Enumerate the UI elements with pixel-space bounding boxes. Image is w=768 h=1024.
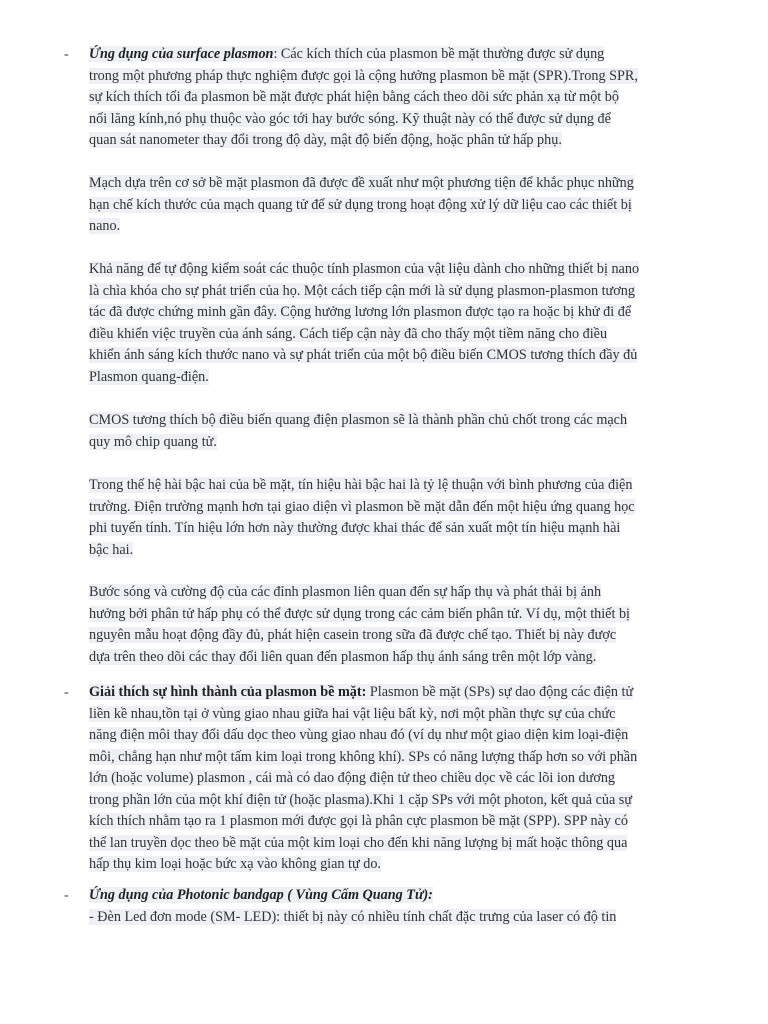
text-line: hấp thụ kim loại hoặc bức xạ vào không gian tự do. xyxy=(89,856,381,872)
text-line: Bước sóng và cường độ của các đỉnh plasmon liên quan đến sự hấp thụ và phát thải bị ảnh xyxy=(89,584,602,600)
paragraph-plasmon-circuits xyxy=(89,173,729,238)
text-line: trong phần lớn của một khí điện tử (hoặc plasma).Khi 1 cặp SPs với một photon, kết quả của sự xyxy=(89,791,633,808)
paragraph-plasmon-control xyxy=(89,259,729,388)
text-line: tác đã được chứng minh gần đây. Cộng hưởng lương lớn plasmon được tạo ra hoặc bị khử đi để xyxy=(89,304,632,320)
text-line: khiển ánh sáng kích thước nano và sự phát triển của một bộ điều biến CMOS tương thích đầy đủ xyxy=(89,347,638,363)
text-line: - Đèn Led đơn mode (SM- LED): thiết bị này có nhiều tính chất đặc trưng của laser có độ tin xyxy=(89,908,617,925)
text-line: Khả năng để tự động kiểm soát các thuộc tính plasmon của vật liệu dành cho những thiết bị nano xyxy=(89,261,640,277)
text-line: năng điện môi thay đổi dấu dọc theo vùng giao nhau đó (ví dụ như một giao diện kim loại-điện xyxy=(89,727,629,743)
text-line: quan sát nanometer thay đổi trong độ dày, mật độ biến động, hoặc phân tử hấp phụ. xyxy=(89,132,562,148)
bullet-marker: - xyxy=(64,685,69,700)
text-line: là chìa khóa cho sự phát triển của họ. Một cách tiếp cận mới là sử dụng plasmon-plasmon tương xyxy=(89,282,635,299)
text-line: Giải thích sự hình thành của plasmon bề mặt: Plasmon bề mặt (SPs) sự dao động các điện tử xyxy=(89,684,634,700)
bullet-marker: - xyxy=(64,47,69,62)
text-line: kích thích nhằm tạo ra 1 plasmon mới được gọi là phân cực plasmon bề mặt (SPP). SPP này có xyxy=(89,813,628,829)
text-line: Ứng dụng của surface plasmon: Các kích thích của plasmon bề mặt thường được sử dụng xyxy=(89,46,605,62)
paragraph-second-harmonic xyxy=(89,475,729,561)
text-line: Mạch dựa trên cơ sở bề mặt plasmon đã được đề xuất như một phương tiện để khắc phục những xyxy=(89,175,634,191)
text-line: trong một phương pháp thực nghiệm được gọi là cộng hưởng plasmon bề mặt (SPR).Trong SPR, xyxy=(89,67,638,84)
text-line: nano. xyxy=(89,218,121,234)
text-line: thể lan truyền dọc theo bề mặt của một kim loại cho đến khi năng lượng bị mất hoặc thông qua xyxy=(89,834,628,851)
text-line: Plasmon quang-điện. xyxy=(89,368,209,385)
text-line: trường. Điện trường mạnh hơn tại giao diện vì plasmon bề mặt dẫn đến một hiệu ứng quang học xyxy=(89,498,635,515)
text-line: nối lăng kính,nó phụ thuộc vào góc tới hay bước sóng. Kỹ thuật này có thể được sử dụng để xyxy=(89,110,611,127)
section-heading: Ứng dụng của Photonic bandgap ( Vùng Cấm Quang Tử): xyxy=(89,887,433,903)
section-heading: Ứng dụng của surface plasmon xyxy=(89,46,274,62)
text-line: nguyên mẫu hoạt động đầy đủ, phát hiện casein trong sữa đã được chế tạo. Thiết bị này được xyxy=(89,627,617,643)
text-line: lớn (hoặc volume) plasmon , cái mà có dao động điện tử theo chiều dọc về các lõi ion dương xyxy=(89,770,616,786)
section-heading: Giải thích sự hình thành của plasmon bề mặt: xyxy=(89,684,367,700)
text-line: bậc hai. xyxy=(89,541,134,558)
text-line: dựa trên theo dõi các thay đổi liên quan đến plasmon hấp thụ ánh sáng trên một lớp vàng. xyxy=(89,648,597,665)
text-line: hưởng bởi phân tử hấp phụ có thể được sử dụng trong các cảm biến phân tử. Ví dụ, một thiết bị xyxy=(89,605,631,622)
text-line: môi, chẳng hạn như một tấm kim loại trong không khí). SPs có năng lượng thấp hơn so với phần xyxy=(89,748,638,765)
text-line: điều khiển việc truyền của ánh sáng. Cách tiếp cận này đã cho thấy một tiềm năng cho điều xyxy=(89,325,608,342)
section-surface-plasmon-formation xyxy=(89,682,729,876)
text-line: phi tuyến tính. Tín hiệu lớn hơn này thường được khai thác để sản xuất một tín hiệu mạnh hài xyxy=(89,520,621,536)
paragraph-cmos-modulator xyxy=(89,410,729,453)
bullet-marker: - xyxy=(64,888,69,903)
text-line: CMOS tương thích bộ điều biến quang điện plasmon sẽ là thành phần chủ chốt trong các mạch xyxy=(89,412,628,428)
section-photonic-bandgap-applications xyxy=(89,885,729,928)
text-line: hạn chế kích thước của mạch quang tử để sử dụng trong hoạt động xử lý dữ liệu cao các thiết bị xyxy=(89,196,632,213)
text-line: Trong thế hệ hài bậc hai của bề mặt, tín hiệu hài bậc hai là tỷ lệ thuận với bình phương của điện xyxy=(89,477,633,493)
text-line: liền kề nhau,tồn tại ở vùng giao nhau giữa hai vật liệu bất kỳ, nơi một phần thực sự của chức xyxy=(89,705,616,722)
text-line: quy mô chip quang tử. xyxy=(89,433,217,450)
text-line xyxy=(89,885,729,907)
paragraph-molecular-sensors xyxy=(89,582,729,668)
section-surface-plasmon-applications xyxy=(89,44,729,152)
text-line: sự kích thích tối đa plasmon bề mặt được phát hiện bằng cách theo dõi sức phản xạ từ một bộ xyxy=(89,89,619,105)
